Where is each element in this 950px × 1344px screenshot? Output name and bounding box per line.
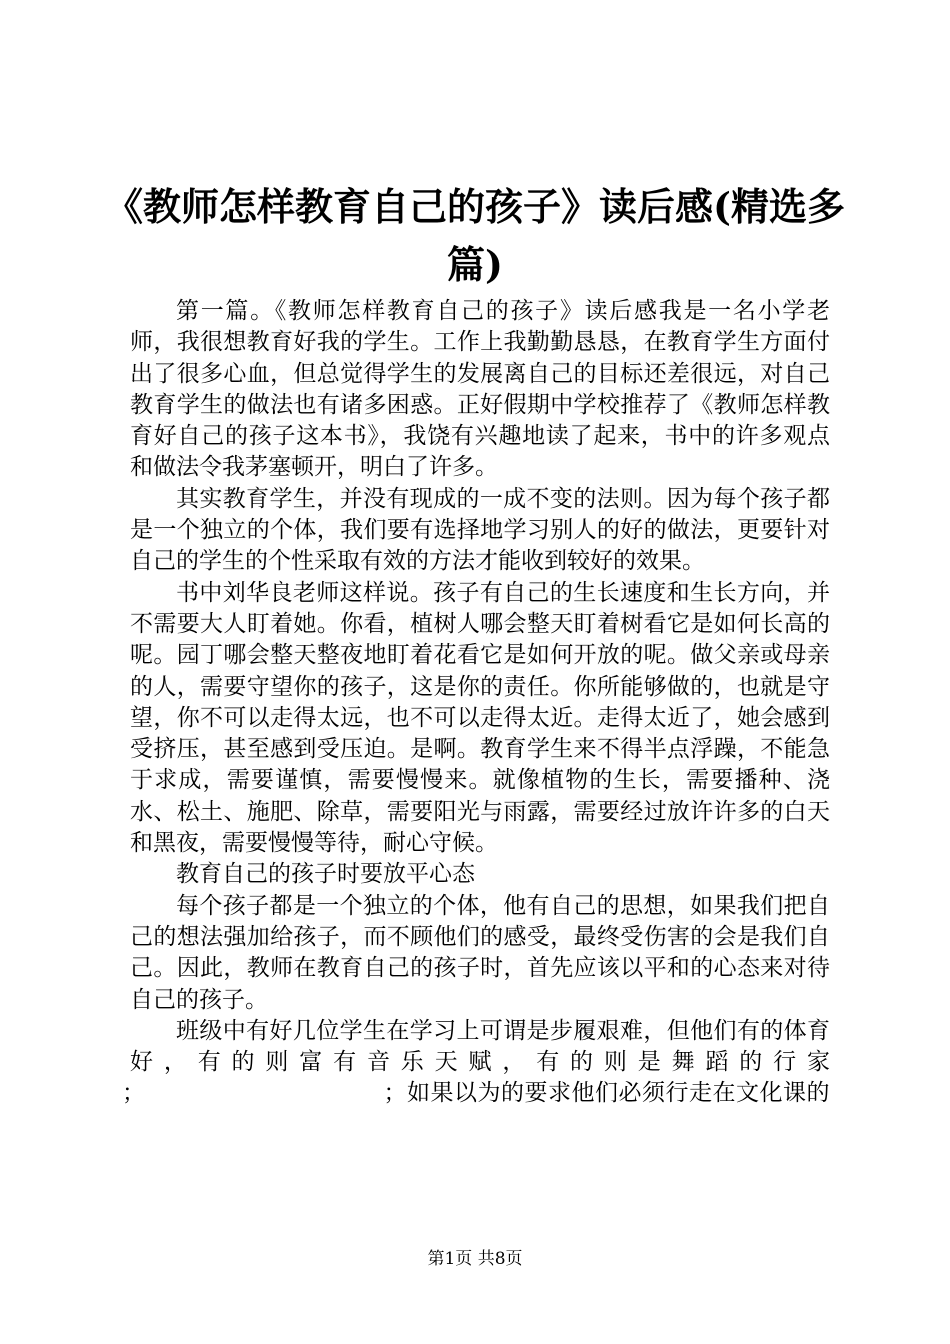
document-title: 《教师怎样教育自己的孩子》读后感(精选多篇) (105, 184, 845, 287)
paragraph-5-continued (122, 1078, 830, 1109)
document-body (122, 296, 830, 1110)
paragraph-3: 书中刘华良老师这样说。孩子有自己的生长速度和生长方向，并不需要大人盯着她。你看，植树人哪会整天盯着树看它是如何长高的呢。园丁哪会整天整夜地盯着花看它是如何开放的呢。做父亲或母亲的人，需要守望你的孩子，这是你的责任。你所能够做的，也就是守望，你不可以走得太远，也不可以走得太近。走得太近了，她会感到受挤压，甚至感到受压迫。是啊。教育学生来不得半点浮躁，不能急于求成，需要谨慎，需要慢慢来。就像植物的生长，需要播种、浇水、松土、施肥、除草，需要阳光与雨露，需要经过放许许多的白天和黑夜，需要慢慢等待，耐心守候。 (130, 579, 830, 857)
page-total: 共8页 (477, 1249, 523, 1269)
semicolon-mark: ； (122, 1080, 145, 1107)
page-footer (0, 1244, 950, 1269)
paragraph-4: 每个孩子都是一个独立的个体，他有自己的思想，如果我们把自己的想法强加给孩子，而不顾他们的感受，最终受伤害的会是我们自己。因此，教师在教育自己的孩子时，首先应该以平和的心态来对待自己的孩子。 (130, 892, 830, 1013)
section-subheading: 教育自己的孩子时要放平心态 (176, 861, 475, 888)
paragraph-1: 第一篇。《教师怎样教育自己的孩子》读后感我是一名小学老师，我很想教育好我的学生。工作上我勤勤恳恳，在教育学生方面付出了很多心血，但总觉得学生的发展离自己的目标还差很远，对自己教育学生的做法也有诸多困惑。正好假期中学校推荐了《教师怎样教育好自己的孩子这本书》，我饶有兴趣地读了起来，书中的许多观点和做法令我茅塞顿开，明白了许多。 (130, 298, 830, 481)
paragraph-2: 其实教育学生，并没有现成的一成不变的法则。因为每个孩子都是一个独立的个体，我们要有选择地学习别人的好的做法，更要针对自己的学生的个性采取有效的方法才能收到较好的效果。 (130, 485, 830, 575)
page-number: 第1页 (427, 1249, 473, 1269)
paragraph-5-tail: ；如果以为的要求他们必须行走在文化课的 (383, 1080, 830, 1107)
paragraph-5: 班级中有好几位学生在学习上可谓是步履艰难，但他们有的体育好，有的则富有音乐天赋，有的则是舞蹈的行家 (130, 1017, 830, 1076)
